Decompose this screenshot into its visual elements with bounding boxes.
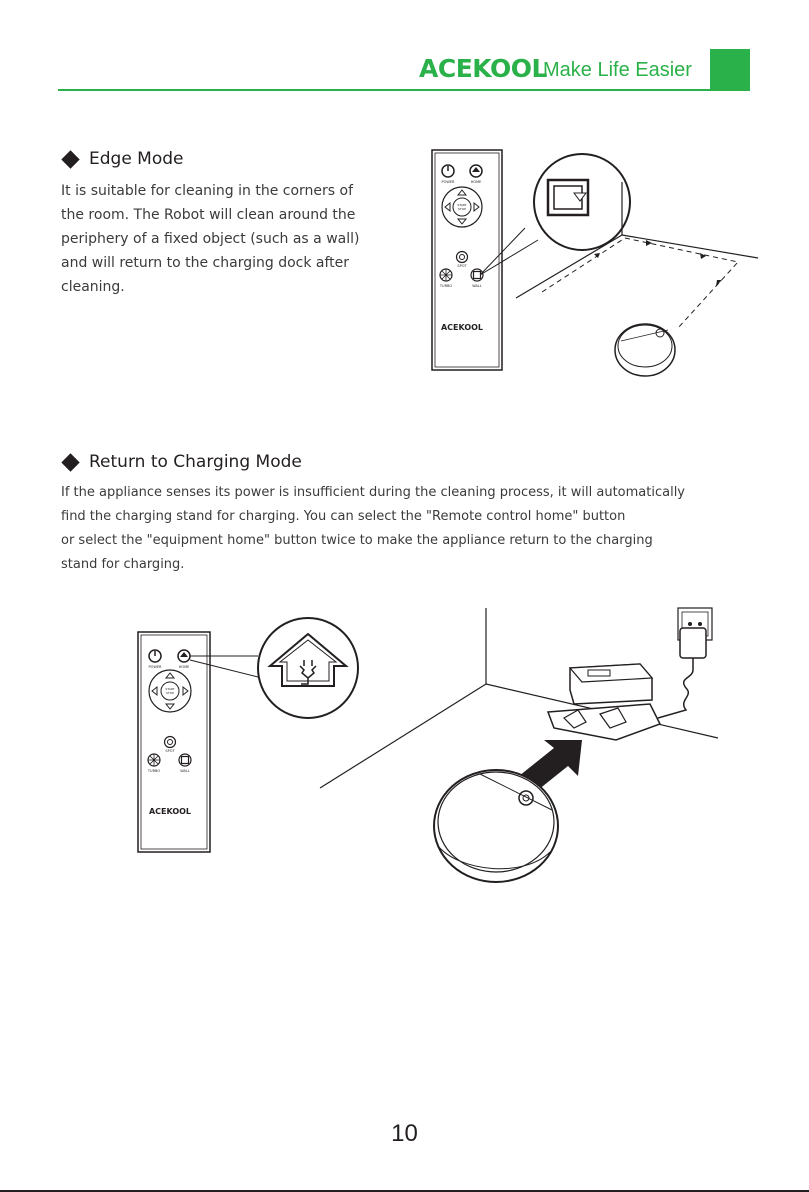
stop-label: STOP [166,691,174,695]
remote-wall-label: WALL [180,769,190,773]
bullet-diamond-icon [61,150,79,168]
section-title-return-charging: Return to Charging Mode [89,452,302,472]
text-line: find the charging stand for charging. You can select the "Remote control home" button [61,509,626,524]
robot-vacuum [434,770,558,882]
edge-mode-illustration [420,140,760,380]
turbo-icon [148,754,160,766]
page-number: 10 [391,1120,418,1147]
remote-turbo-label: TURBO [147,769,161,773]
robot-vacuum [615,324,675,376]
edge-mode-description [61,179,401,299]
text-line: or select the "equipment home" button twice to make the appliance return to the charging [61,533,653,548]
header-divider [58,89,750,91]
header-accent-block [710,49,750,89]
return-charging-illustration [130,600,730,890]
section-title-edge-mode: Edge Mode [89,149,184,169]
brand-tagline: Make Life Easier [543,59,692,81]
return-charging-description [61,481,751,577]
remote-home-label: HOME [470,180,482,184]
remote-power-label: POWER [148,665,162,669]
remote-wall-label: WALL [472,284,482,288]
remote-turbo-label: TURBO [439,284,453,288]
start-label: START [457,203,467,207]
remote-home-label: HOME [178,665,190,669]
text-line: periphery of a fixed object (such as a wall) [61,231,360,247]
remote-brand-label: ACEKOOL [440,323,484,332]
remote-control [138,632,210,852]
text-line: stand for charging. [61,557,185,572]
room-corner [320,608,718,788]
text-line: It is suitable for cleaning in the corners of [61,183,354,199]
text-line: the room. The Robot will clean around the [61,207,356,223]
text-line: If the appliance senses its power is insufficient during the cleaning process, it will automatically [61,485,685,500]
start-label: START [165,687,175,691]
text-line: and will return to the charging dock after [61,255,350,271]
brand-logo: ACEKOOL [419,54,547,83]
bullet-diamond-icon [61,453,79,471]
text-line: cleaning. [61,279,125,295]
turbo-icon [440,269,452,281]
edge-cleaning-path [542,238,738,328]
remote-control [432,150,502,370]
remote-spot-label: SPOT [457,264,467,268]
stop-label: STOP [458,207,466,211]
remote-spot-label: SPOT [165,749,175,753]
remote-power-label: POWER [441,180,455,184]
home-button-callout [190,618,358,718]
wall-outlet [658,608,712,718]
remote-brand-label: ACEKOOL [148,807,192,816]
